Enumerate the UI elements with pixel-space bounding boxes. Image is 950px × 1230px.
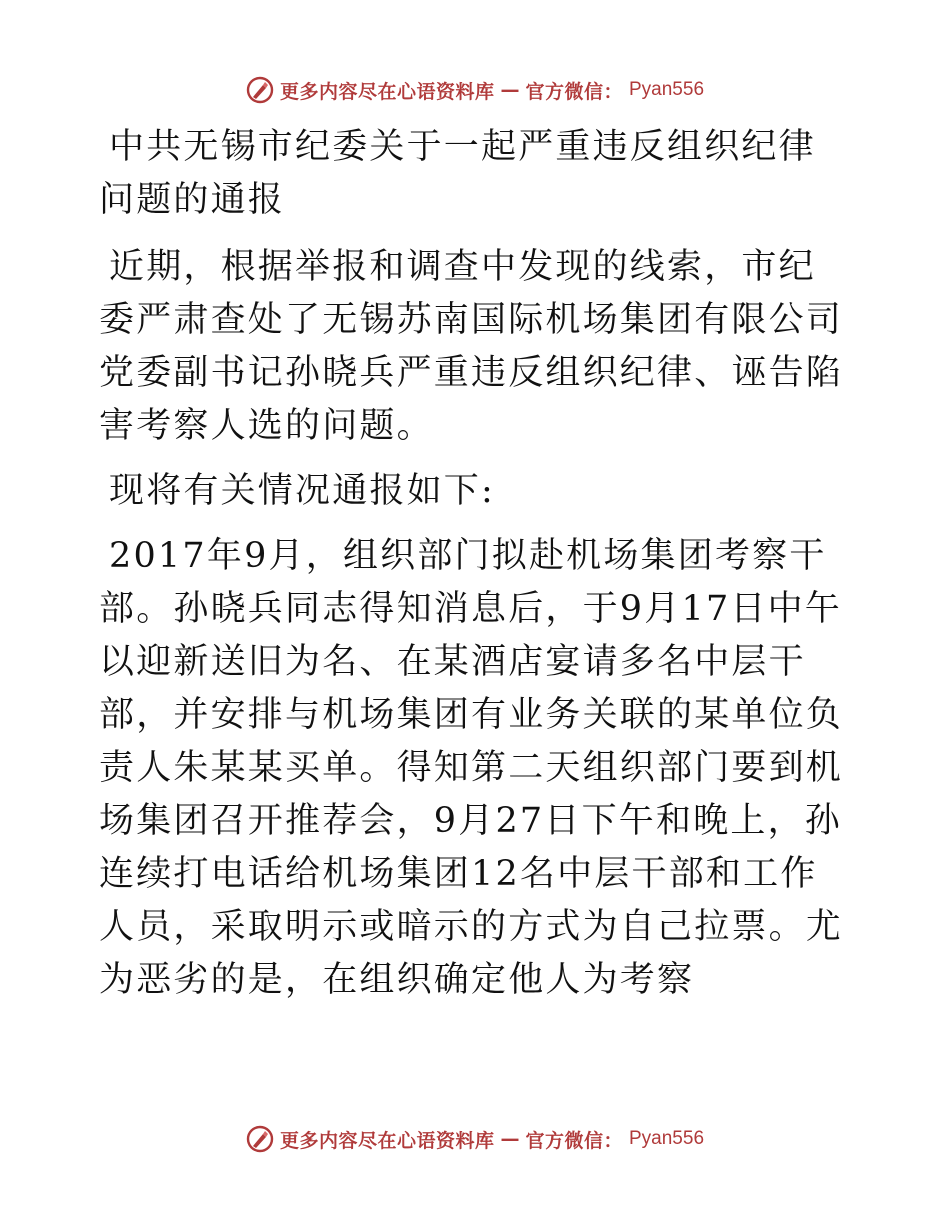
watermark-label: 官方微信： xyxy=(525,1129,623,1152)
document-title: 中共无锡市纪委关于一起严重违反组织纪律问题的通报 xyxy=(99,127,816,220)
paragraph-1: 近期，根据举报和调查中发现的线索，市纪委严肃查处了无锡苏南国际机场集团有限公司党委副书记孙晓兵严重违反组织纪律、诬告陷害考察人选的问题。 xyxy=(99,247,844,446)
paragraph-2: 现将有关情况通报如下: xyxy=(109,471,495,511)
watermark-id: Pyan556 xyxy=(629,1128,705,1149)
watermark-separator: — xyxy=(500,1128,520,1150)
pen-logo-icon xyxy=(246,1125,274,1153)
watermark-separator: — xyxy=(500,79,520,101)
document-body xyxy=(99,121,849,1019)
watermark-text: 更多内容尽在心语资料库 xyxy=(279,1129,495,1152)
header-watermark xyxy=(0,72,950,108)
pen-logo-icon xyxy=(246,76,274,104)
paragraph-3: 2017年9月，组织部门拟赴机场集团考察干部。孙晓兵同志得知消息后，于9月17日中午以迎新送旧为名、在某酒店宴请多名中层干部，并安排与机场集团有业务关联的某单位负责人朱某某买单。得知第二天组织部门要到机场集团召开推荐会，9月27日下午和晚上，孙连续打电话给机场集团12名中层干部和工作人员，采取明示或暗示的方式为自己拉票。尤为恶劣的是，在组织确定他人为考察 xyxy=(99,536,844,1000)
watermark-id: Pyan556 xyxy=(629,79,705,100)
watermark-text: 更多内容尽在心语资料库 xyxy=(279,80,495,103)
watermark-label: 官方微信： xyxy=(525,80,623,103)
footer-watermark xyxy=(0,1121,950,1157)
